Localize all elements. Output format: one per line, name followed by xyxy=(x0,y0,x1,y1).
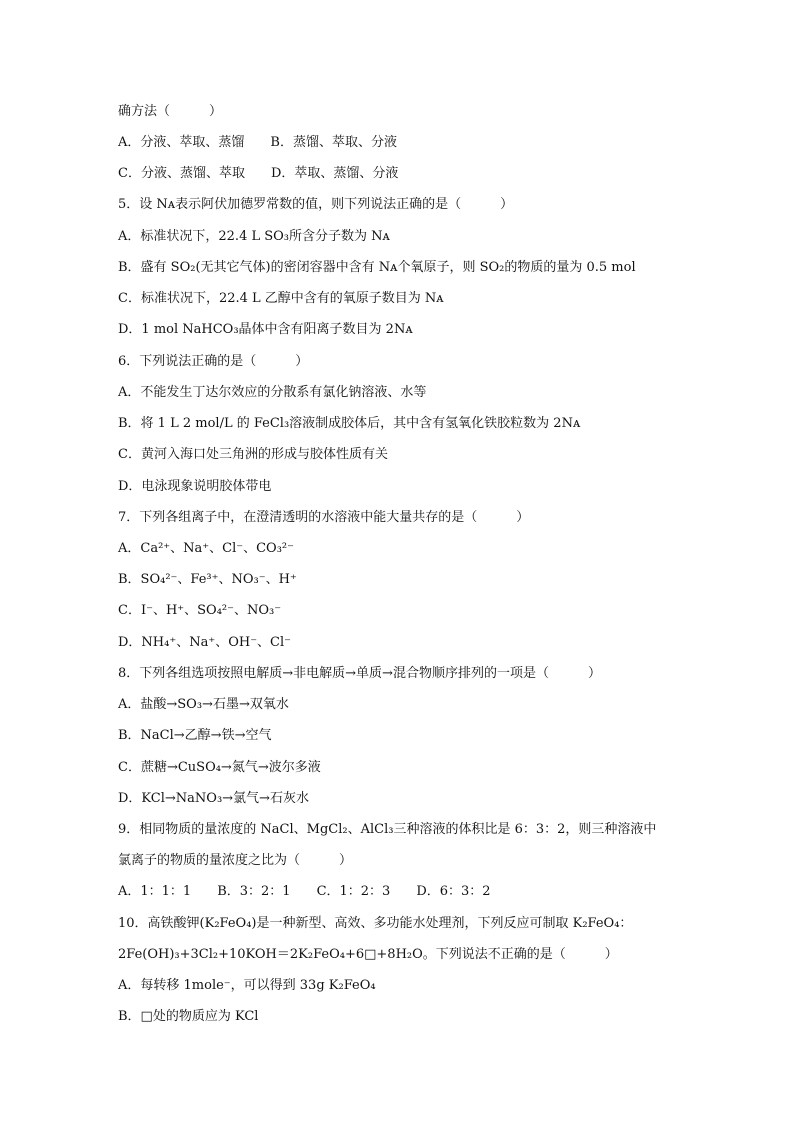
q8-option-c: C．蔗糖→CuSO₄→氮气→波尔多液 xyxy=(118,760,321,775)
q5-option-b: B．盛有 SO₂(无其它气体)的密闭容器中含有 Nᴀ个氧原子，则 SO₂的物质的量为 0.5 mol xyxy=(118,260,636,275)
q5-option-a: A．标准状况下，22.4 L SO₃所含分子数为 Nᴀ xyxy=(118,229,390,244)
q5-option-d: D．1 mol NaHCO₃晶体中含有阳离子数目为 2Nᴀ xyxy=(118,322,413,337)
q7-option-d: D．NH₄⁺、Na⁺、OH⁻、Cl⁻ xyxy=(118,635,292,650)
q6-option-a: A．不能发生丁达尔效应的分散系有氯化钠溶液、水等 xyxy=(118,385,427,400)
q8-stem: 8．下列各组选项按照电解质→非电解质→单质→混合物顺序排列的一项是（ ） xyxy=(118,666,601,681)
q4-options-ab: A．分液、萃取、蒸馏 B．蒸馏、萃取、分液 xyxy=(118,135,397,150)
q10-option-b: B．□处的物质应为 KCl xyxy=(118,1009,259,1024)
q8-option-a: A．盐酸→SO₃→石墨→双氧水 xyxy=(118,697,289,712)
q6-option-c: C．黄河入海口处三角洲的形成与胶体性质有关 xyxy=(118,447,388,462)
q6-option-d: D．电泳现象说明胶体带电 xyxy=(118,479,272,494)
q10-stem-line1: 10．高铁酸钾(K₂FeO₄)是一种新型、高效、多功能水处理剂，下列反应可制取 K₂FeO₄： xyxy=(118,916,633,931)
q9-stem-line1: 9．相同物质的量浓度的 NaCl、MgCl₂、AlCl₃三种溶液的体积比是 6：3：2，则三种溶液中 xyxy=(118,822,657,837)
q7-stem: 7．下列各组离子中，在澄清透明的水溶液中能大量共存的是（ ） xyxy=(118,510,530,525)
q4-stem-continuation: 确方法（ ） xyxy=(118,104,223,119)
q5-option-c: C．标准状况下，22.4 L 乙醇中含有的氧原子数目为 Nᴀ xyxy=(118,291,444,306)
q10-option-a: A．每转移 1mole⁻，可以得到 33g K₂FeO₄ xyxy=(118,978,376,993)
q4-options-cd: C．分液、蒸馏、萃取 D．萃取、蒸馏、分液 xyxy=(118,166,399,181)
q6-option-b: B．将 1 L 2 mol/L 的 FeCl₃溶液制成胶体后，其中含有氢氧化铁胶粒数为 2Nᴀ xyxy=(118,416,581,431)
q8-option-b: B．NaCl→乙醇→铁→空气 xyxy=(118,728,272,743)
q7-option-a: A．Ca²⁺、Na⁺、Cl⁻、CO₃²⁻ xyxy=(118,541,295,556)
q10-stem-line2: 2Fe(OH)₃+3Cl₂+10KOH＝2K₂FeO₄+6□+8H₂O。下列说法不正确的是（ ） xyxy=(118,947,618,962)
q7-option-c: C．I⁻、H⁺、SO₄²⁻、NO₃⁻ xyxy=(118,603,282,618)
q9-options: A．1：1：1 B．3：2：1 C．1：2：3 D．6：3：2 xyxy=(118,884,491,899)
q5-stem: 5．设 Nᴀ表示阿伏加德罗常数的值，则下列说法正确的是（ ） xyxy=(118,197,514,212)
q8-option-d: D．KCl→NaNO₃→氯气→石灰水 xyxy=(118,791,309,806)
q6-stem: 6．下列说法正确的是（ ） xyxy=(118,354,309,369)
q9-stem-line2: 氯离子的物质的量浓度之比为（ ） xyxy=(118,853,353,868)
q7-option-b: B．SO₄²⁻、Fe³⁺、NO₃⁻、H⁺ xyxy=(118,572,297,587)
